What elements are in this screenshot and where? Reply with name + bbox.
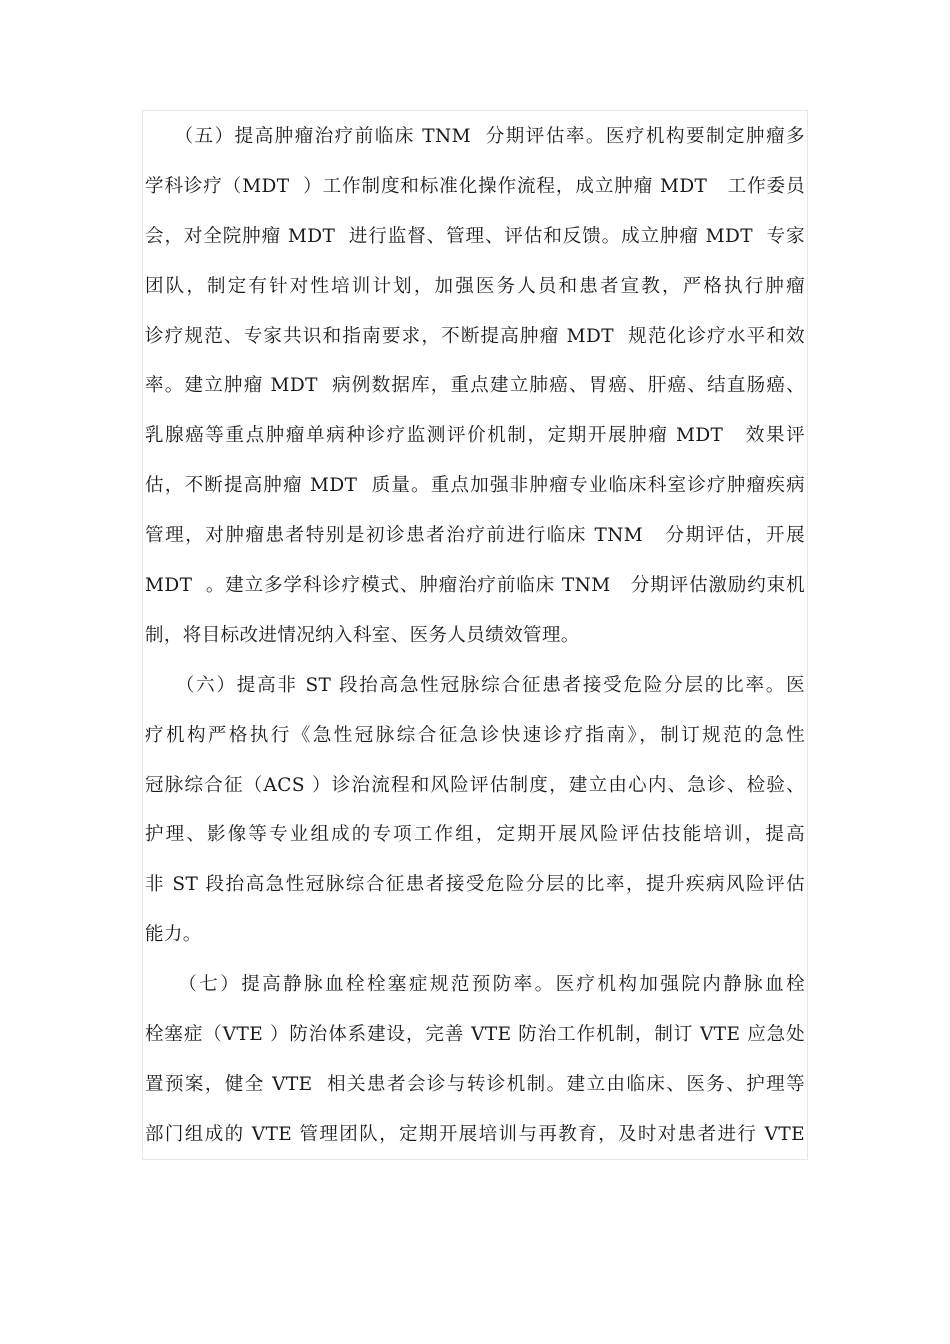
- text-line: 率。建立肿瘤 MDT 病例数据库，重点建立肺癌、胃癌、肝癌、结直肠癌、: [145, 375, 805, 397]
- text-line: （七）提高静脉血栓栓塞症规范预防率。医疗机构加强院内静脉血栓: [145, 974, 805, 996]
- document-body: [145, 112, 805, 1160]
- paragraph-section-6: [145, 661, 805, 960]
- text-line: 制，将目标改进情况纳入科室、医务人员绩效管理。: [145, 624, 580, 646]
- text-line: 疗机构严格执行《急性冠脉综合征急诊快速诊疗指南》，制订规范的急性: [145, 724, 805, 746]
- text-line: （六）提高非 ST 段抬高急性冠脉综合征患者接受危险分层的比率。医: [145, 674, 805, 696]
- text-line: 置预案，健全 VTE 相关患者会诊与转诊机制。建立由临床、医务、护理等: [145, 1073, 805, 1095]
- text-line: 团队，制定有针对性培训计划，加强医务人员和患者宣教，严格执行肿瘤: [145, 275, 805, 297]
- text-line: 部门组成的 VTE 管理团队，定期开展培训与再教育，及时对患者进行 VTE: [145, 1123, 805, 1145]
- text-line: 栓塞症（VTE ）防治体系建设，完善 VTE 防治工作机制，制订 VTE 应急处: [145, 1024, 805, 1046]
- text-line: 估，不断提高肿瘤 MDT 质量。重点加强非肿瘤专业临床科室诊疗肿瘤疾病: [145, 475, 805, 497]
- text-line: 会，对全院肿瘤 MDT 进行监督、管理、评估和反馈。成立肿瘤 MDT 专家: [145, 225, 805, 247]
- paragraph-section-7: [145, 960, 805, 1160]
- text-line: 非 ST 段抬高急性冠脉综合征患者接受危险分层的比率，提升疾病风险评估: [145, 874, 805, 896]
- text-line: MDT 。建立多学科诊疗模式、肿瘤治疗前临床 TNM 分期评估激励约束机: [145, 575, 805, 597]
- text-line: 护理、影像等专业组成的专项工作组，定期开展风险评估技能培训，提高: [145, 824, 805, 846]
- text-line: 管理，对肿瘤患者特别是初诊患者治疗前进行临床 TNM 分期评估，开展: [145, 525, 805, 547]
- text-line: 学科诊疗（MDT ）工作制度和标准化操作流程，成立肿瘤 MDT 工作委员: [145, 175, 805, 197]
- text-line: 乳腺癌等重点肿瘤单病种诊疗监测评价机制，定期开展肿瘤 MDT 效果评: [145, 425, 805, 447]
- text-line: （五）提高肿瘤治疗前临床 TNM 分期评估率。医疗机构要制定肿瘤多: [145, 126, 805, 147]
- text-line: 能力。: [145, 924, 202, 946]
- paragraph-section-5: [145, 112, 805, 661]
- text-line: 冠脉综合征（ACS ）诊治流程和风险评估制度，建立由心内、急诊、检验、: [145, 774, 805, 796]
- text-line: 诊疗规范、专家共识和指南要求，不断提高肿瘤 MDT 规范化诊疗水平和效: [145, 325, 805, 347]
